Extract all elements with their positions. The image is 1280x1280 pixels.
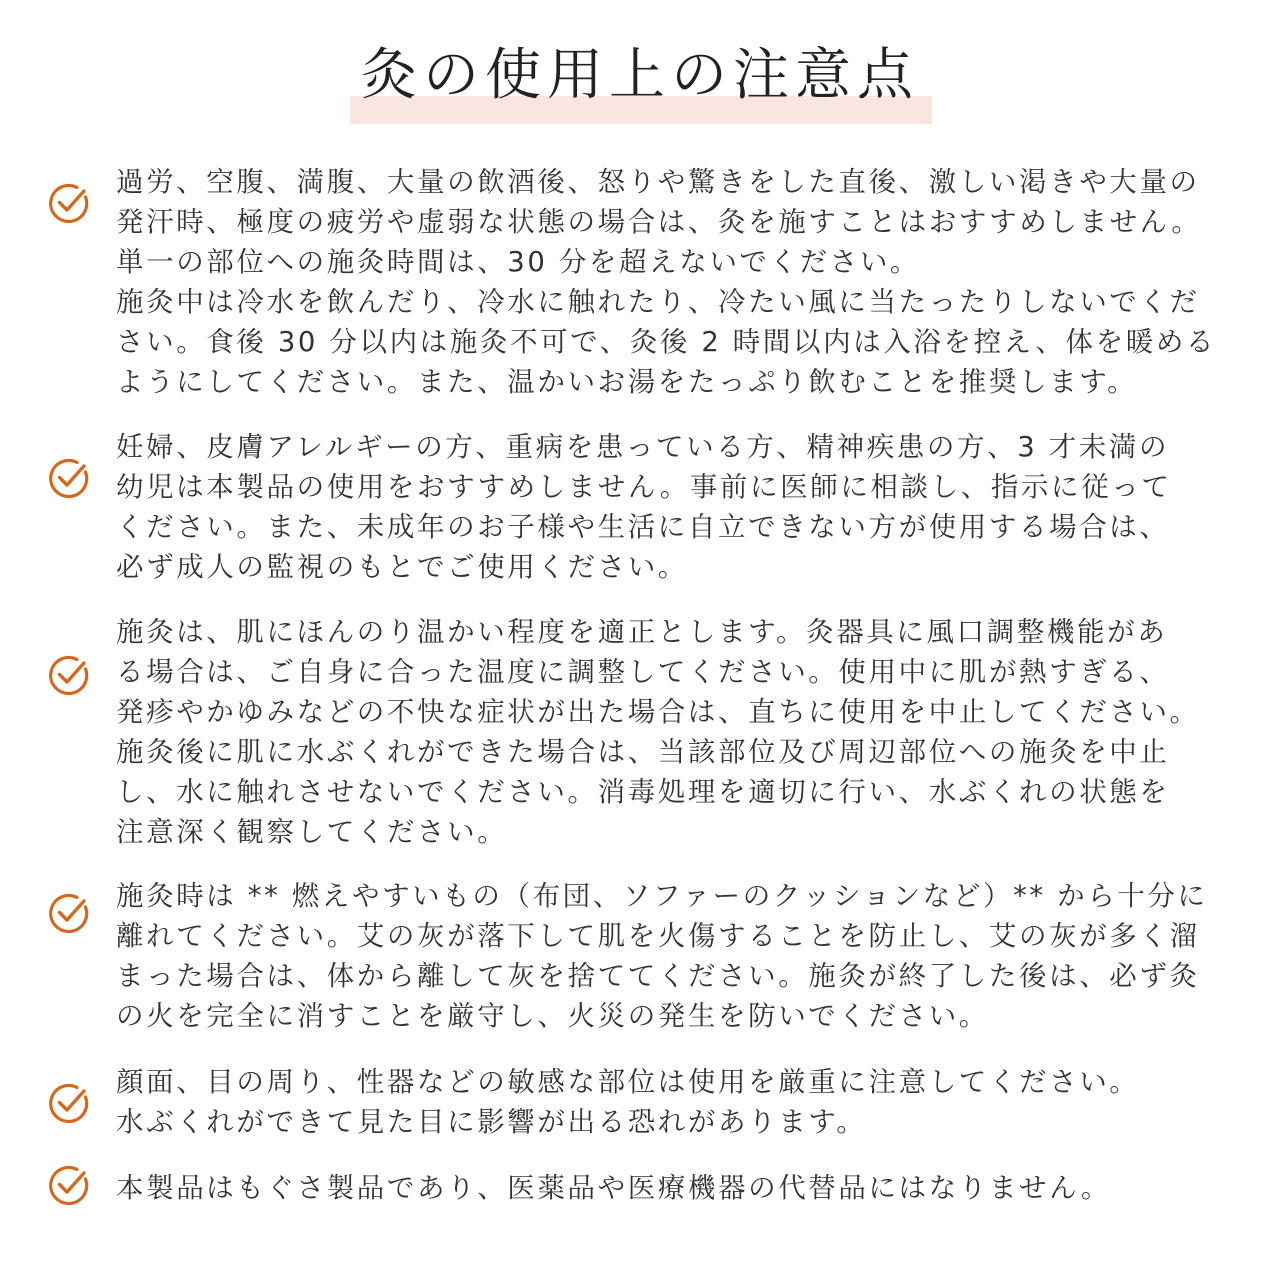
text-line: 顔面、目の周り、性器などの敏感な部位は使用を厳重に注意してください。: [116, 1066, 1140, 1098]
text-line: 単一の部位への施灸時間は、30 分を超えないでください。: [116, 246, 921, 278]
text-line: 水ぶくれができて見た目に影響が出る恐れがあります。: [116, 1106, 867, 1138]
text-line: 施灸後に肌に水ぶくれができた場合は、当該部位及び周辺部位への施灸を中止: [116, 736, 1170, 768]
check-circle-icon: [46, 1080, 92, 1126]
text-line: まった場合は、体から離して灰を捨ててください。施灸が終了した後は、必ず灸: [116, 960, 1200, 992]
title-wrap: [0, 36, 1280, 116]
text-line: 離れてください。艾の灰が落下して肌を火傷することを防止し、艾の灰が多く溜: [116, 920, 1200, 952]
text-line: 発疹やかゆみなどの不快な症状が出た場合は、直ちに使用を中止してください。: [116, 696, 1200, 728]
caution-text-6: [116, 1168, 1226, 1208]
check-circle-icon: [46, 180, 92, 226]
page-title: 灸の使用上の注意点: [361, 43, 919, 108]
text-line: さい。食後 30 分以内は施灸不可で、灸後 2 時間以内は入浴を控え、体を暖める: [116, 326, 1217, 358]
text-line: の火を完全に消すことを厳守し、火災の発生を防いでください。: [116, 1000, 989, 1032]
text-line: し、水に触れさせないでください。消毒処理を適切に行い、水ぶくれの状態を: [116, 776, 1170, 808]
caution-text-2: [116, 427, 1226, 587]
text-line: 施灸は、肌にほんのり温かい程度を適正とします。灸器具に風口調整機能があ: [116, 616, 1168, 648]
text-line: 幼児は本製品の使用をおすすめしません。事前に医師に相談し、指示に従って: [116, 471, 1172, 503]
text-line: 発汗時、極度の疲労や虚弱な状態の場合は、灸を施すことはおすすめしません。: [116, 206, 1202, 238]
caution-text-4: [116, 876, 1226, 1036]
text-line: 施灸時は ** 燃えやすいもの（布団、ソファーのクッションなど）** から十分に: [116, 880, 1208, 912]
check-circle-icon: [46, 890, 92, 936]
text-line: 本製品はもぐさ製品であり、医薬品や医療機器の代替品にはなりません。: [116, 1172, 1111, 1204]
text-line: ください。また、未成年のお子様や生活に自立できない方が使用する場合は、: [116, 511, 1170, 543]
text-line: 必ず成人の監視のもとでご使用ください。: [116, 551, 688, 583]
text-line: 過労、空腹、満腹、大量の飲酒後、怒りや驚きをした直後、激しい渇きや大量の: [116, 166, 1200, 198]
check-circle-icon: [46, 455, 92, 501]
text-line: 施灸中は冷水を飲んだり、冷水に触れたり、冷たい風に当たったりしないでくだ: [116, 286, 1200, 318]
text-line: る場合は、ご自身に合った温度に調整してください。使用中に肌が熱すぎる、: [116, 656, 1170, 688]
check-circle-icon: [46, 652, 92, 698]
caution-text-3: [116, 612, 1226, 852]
check-circle-icon: [46, 1162, 92, 1208]
text-line: 注意深く観察してください。: [116, 816, 508, 848]
text-line: 妊婦、皮膚アレルギーの方、重病を患っている方、精神疾患の方、3 才未満の: [116, 431, 1170, 463]
caution-text-5: [116, 1062, 1226, 1142]
caution-text-1: [116, 162, 1226, 402]
text-line: ようにしてください。また、温かいお湯をたっぷり飲むことを推奨します。: [116, 366, 1138, 398]
